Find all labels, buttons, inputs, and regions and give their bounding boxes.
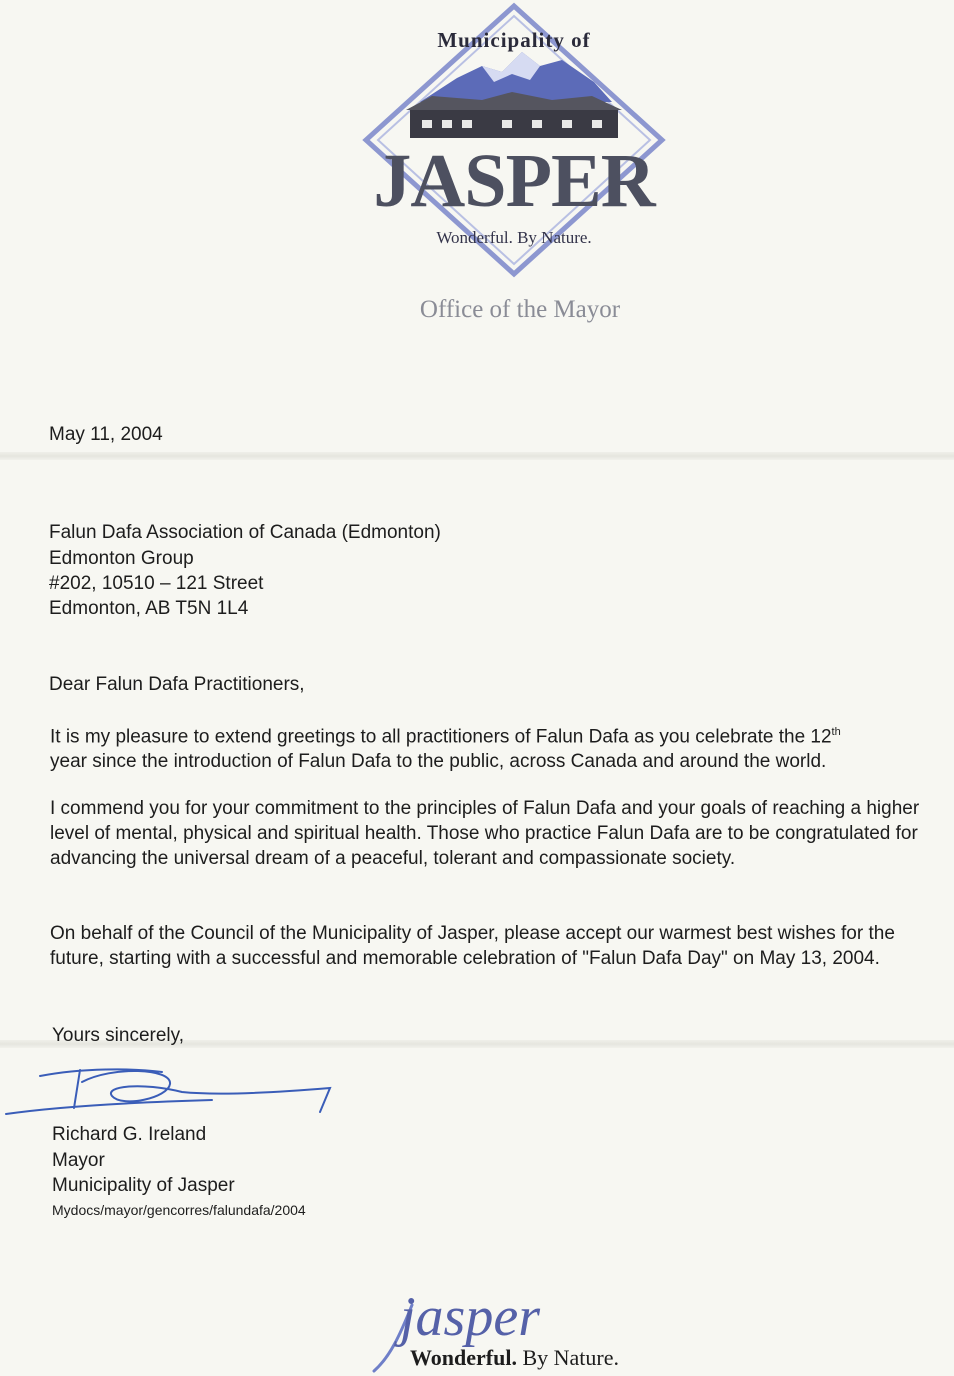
salutation: Dear Falun Dafa Practitioners,	[49, 674, 305, 695]
recipient-line: Edmonton, AB T5N 1L4	[49, 598, 249, 619]
signer-title: Mayor	[52, 1150, 105, 1171]
recipient-line: Edmonton Group	[49, 548, 194, 569]
paper-fold	[0, 452, 954, 460]
body-paragraph-1	[50, 720, 950, 774]
footer-tag-rest: By Nature.	[516, 1345, 619, 1370]
recipient-line: Falun Dafa Association of Canada (Edmonton)	[49, 522, 441, 543]
office-of-the-mayor: Office of the Mayor	[419, 296, 621, 323]
logo-municipality-of: Municipality of	[437, 28, 591, 52]
body-paragraph-2: I commend you for your commitment to the principles of Falun Dafa and your goals of reaching a higher level of mental, physical and spiritual health. Those who practice Falun Dafa are to be congratulated for advancing the universal dream of a peaceful, tolerant and compassionate society.	[50, 798, 920, 869]
letterhead-logo	[362, 0, 666, 285]
letter-date: May 11, 2004	[49, 424, 163, 445]
recipient-line: #202, 10510 – 121 Street	[49, 573, 264, 594]
logo-jasper: JASPER	[373, 139, 655, 223]
p1-superscript: th	[831, 726, 841, 738]
handwritten-signature	[2, 1062, 342, 1122]
footer-tag-bold: Wonderful.	[410, 1345, 517, 1370]
file-reference: Mydocs/mayor/gencorres/falundafa/2004	[52, 1202, 306, 1218]
footer-jasper-script: jasper	[400, 1286, 540, 1348]
signer-org: Municipality of Jasper	[52, 1175, 235, 1196]
footer-brand-logo	[360, 1285, 660, 1375]
p1-line1: It is my pleasure to extend greetings to all practitioners of Falun Dafa as you celebrate the 12	[50, 726, 832, 748]
closing: Yours sincerely,	[52, 1025, 185, 1046]
footer-tagline	[410, 1345, 619, 1371]
logo-tagline: Wonderful. By Nature.	[436, 228, 592, 247]
p1-line2: year since the introduction of Falun Dafa to the public, across Canada and around the world.	[50, 751, 827, 773]
signer-name: Richard G. Ireland	[52, 1124, 207, 1145]
body-paragraph-3: On behalf of the Council of the Municipality of Jasper, please accept our warmest best wishes for the future, starting with a successful and memorable celebration of "Falun Dafa Day" on May 13, 2004.	[50, 923, 895, 969]
